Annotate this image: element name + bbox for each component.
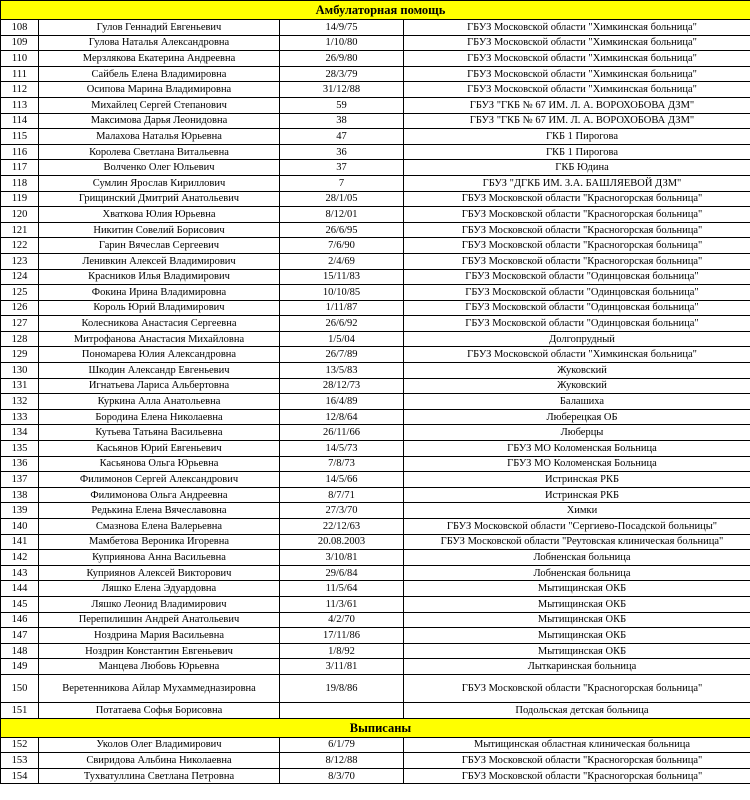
- birth-date-cell[interactable]: 14/5/73: [280, 441, 404, 457]
- table-row[interactable]: [1, 331, 750, 347]
- section-header-row: [1, 718, 750, 737]
- birth-date-cell[interactable]: 8/12/88: [280, 753, 404, 769]
- birth-date-cell[interactable]: 26/7/89: [280, 347, 404, 363]
- table-row[interactable]: [1, 472, 750, 488]
- birth-date-cell[interactable]: 11/5/64: [280, 581, 404, 597]
- organization-cell[interactable]: ГБУЗ Московской области "Красногорская больница": [404, 191, 750, 207]
- patient-name-cell[interactable]: Гулов Геннадий Евгеньевич: [39, 20, 280, 36]
- table-row[interactable]: [1, 702, 750, 718]
- patient-table-body: [1, 1, 750, 784]
- row-number-cell[interactable]: 124: [1, 269, 39, 285]
- table-row[interactable]: [1, 768, 750, 784]
- patient-name-cell[interactable]: Ляшко Елена Эдуардовна: [39, 581, 280, 597]
- birth-date-cell[interactable]: 36: [280, 144, 404, 160]
- table-row[interactable]: [1, 659, 750, 675]
- birth-date-cell[interactable]: 7/6/90: [280, 238, 404, 254]
- patient-name-cell[interactable]: Гарин Вячеслав Сергеевич: [39, 238, 280, 254]
- row-number-cell[interactable]: 109: [1, 35, 39, 51]
- row-number-cell[interactable]: 116: [1, 144, 39, 160]
- row-number-cell[interactable]: 117: [1, 160, 39, 176]
- birth-date-cell[interactable]: 38: [280, 113, 404, 129]
- patient-name-cell[interactable]: Михайлец Сергей Степанович: [39, 97, 280, 113]
- organization-cell[interactable]: ГБУЗ "ДГКБ ИМ. З.А. БАШЛЯЕВОЙ ДЗМ": [404, 175, 750, 191]
- patient-name-cell[interactable]: Хваткова Юлия Юрьевна: [39, 207, 280, 223]
- row-number-cell[interactable]: 154: [1, 768, 39, 784]
- organization-cell[interactable]: Лобненская больница: [404, 565, 750, 581]
- table-row[interactable]: [1, 737, 750, 753]
- row-number-cell[interactable]: 129: [1, 347, 39, 363]
- patient-name-cell[interactable]: Пономарева Юлия Александровна: [39, 347, 280, 363]
- birth-date-cell[interactable]: 7: [280, 175, 404, 191]
- row-number-cell[interactable]: 115: [1, 129, 39, 145]
- table-row[interactable]: [1, 487, 750, 503]
- table-row[interactable]: [1, 285, 750, 301]
- row-number-cell[interactable]: 122: [1, 238, 39, 254]
- table-row[interactable]: [1, 269, 750, 285]
- row-number-cell[interactable]: 138: [1, 487, 39, 503]
- row-number-cell[interactable]: 145: [1, 596, 39, 612]
- patient-name-cell[interactable]: Касьянов Юрий Евгеньевич: [39, 441, 280, 457]
- table-row[interactable]: [1, 222, 750, 238]
- patient-name-cell[interactable]: Редькина Елена Вячеславовна: [39, 503, 280, 519]
- organization-cell[interactable]: Балашиха: [404, 394, 750, 410]
- table-row[interactable]: [1, 674, 750, 702]
- organization-cell[interactable]: ГБУЗ Московской области "Химкинская больница": [404, 35, 750, 51]
- patient-name-cell[interactable]: Королева Светлана Витальевна: [39, 144, 280, 160]
- row-number-cell[interactable]: 108: [1, 20, 39, 36]
- birth-date-cell[interactable]: 27/3/70: [280, 503, 404, 519]
- birth-date-cell[interactable]: 19/8/86: [280, 674, 404, 702]
- organization-cell[interactable]: ГБУЗ Московской области "Красногорская больница": [404, 768, 750, 784]
- patient-name-cell[interactable]: Ленивкин Алексей Владимирович: [39, 253, 280, 269]
- row-number-cell[interactable]: 119: [1, 191, 39, 207]
- table-row[interactable]: [1, 207, 750, 223]
- organization-cell[interactable]: Долгопрудный: [404, 331, 750, 347]
- organization-cell[interactable]: ГБУЗ Московской области "Красногорская больница": [404, 753, 750, 769]
- table-row[interactable]: [1, 612, 750, 628]
- table-row[interactable]: [1, 581, 750, 597]
- organization-cell[interactable]: Мытищинская ОКБ: [404, 581, 750, 597]
- organization-cell[interactable]: ГБУЗ Московской области "Химкинская больница": [404, 347, 750, 363]
- birth-date-cell[interactable]: 1/10/80: [280, 35, 404, 51]
- birth-date-cell[interactable]: 37: [280, 160, 404, 176]
- birth-date-cell[interactable]: 10/10/85: [280, 285, 404, 301]
- birth-date-cell[interactable]: 6/1/79: [280, 737, 404, 753]
- birth-date-cell[interactable]: 3/10/81: [280, 550, 404, 566]
- organization-cell[interactable]: ГБУЗ Московской области "Красногорская больница": [404, 207, 750, 223]
- birth-date-cell[interactable]: 22/12/63: [280, 519, 404, 535]
- table-row[interactable]: [1, 519, 750, 535]
- birth-date-cell[interactable]: 28/12/73: [280, 378, 404, 394]
- organization-cell[interactable]: Химки: [404, 503, 750, 519]
- table-row[interactable]: [1, 238, 750, 254]
- table-row[interactable]: [1, 753, 750, 769]
- birth-date-cell[interactable]: 47: [280, 129, 404, 145]
- birth-date-cell[interactable]: 7/8/73: [280, 456, 404, 472]
- patient-name-cell[interactable]: Тухватуллина Светлана Петровна: [39, 768, 280, 784]
- patient-name-cell[interactable]: Куркина Алла Анатольевна: [39, 394, 280, 410]
- organization-cell[interactable]: Жуковский: [404, 378, 750, 394]
- organization-cell[interactable]: ГБУЗ Московской области "Красногорская больница": [404, 238, 750, 254]
- organization-cell[interactable]: ГБУЗ "ГКБ № 67 ИМ. Л. А. ВОРОХОБОВА ДЗМ": [404, 97, 750, 113]
- table-row[interactable]: [1, 144, 750, 160]
- birth-date-cell[interactable]: 2/4/69: [280, 253, 404, 269]
- row-number-cell[interactable]: 139: [1, 503, 39, 519]
- organization-cell[interactable]: Мытищинская ОКБ: [404, 628, 750, 644]
- patient-name-cell[interactable]: Мамбетова Вероника Игоревна: [39, 534, 280, 550]
- row-number-cell[interactable]: 148: [1, 643, 39, 659]
- table-row[interactable]: [1, 253, 750, 269]
- patient-name-cell[interactable]: Веретенникова Айлар Мухаммедназировна: [39, 674, 280, 702]
- row-number-cell[interactable]: 150: [1, 674, 39, 702]
- organization-cell[interactable]: ГБУЗ Московской области "Химкинская больница": [404, 82, 750, 98]
- row-number-cell[interactable]: 123: [1, 253, 39, 269]
- birth-date-cell[interactable]: 1/8/92: [280, 643, 404, 659]
- table-row[interactable]: [1, 113, 750, 129]
- organization-cell[interactable]: ГБУЗ МО Коломенская Больница: [404, 456, 750, 472]
- section-title: Выписаны: [1, 718, 750, 737]
- organization-cell[interactable]: ГБУЗ Московской области "Химкинская больница": [404, 66, 750, 82]
- row-number-cell[interactable]: 152: [1, 737, 39, 753]
- patient-name-cell[interactable]: Филимонова Ольга Андреевна: [39, 487, 280, 503]
- patient-name-cell[interactable]: Бородина Елена Николаевна: [39, 409, 280, 425]
- row-number-cell[interactable]: 112: [1, 82, 39, 98]
- birth-date-cell[interactable]: 1/5/04: [280, 331, 404, 347]
- table-row[interactable]: [1, 175, 750, 191]
- organization-cell[interactable]: ГБУЗ Московской области "Красногорская больница": [404, 253, 750, 269]
- row-number-cell[interactable]: 128: [1, 331, 39, 347]
- patient-name-cell[interactable]: Перепилишин Андрей Анатольевич: [39, 612, 280, 628]
- row-number-cell[interactable]: 146: [1, 612, 39, 628]
- birth-date-cell[interactable]: 31/12/88: [280, 82, 404, 98]
- table-row[interactable]: [1, 363, 750, 379]
- organization-cell[interactable]: Лыткаринская больница: [404, 659, 750, 675]
- birth-date-cell[interactable]: [280, 702, 404, 718]
- organization-cell[interactable]: Лобненская больница: [404, 550, 750, 566]
- table-row[interactable]: [1, 534, 750, 550]
- row-number-cell[interactable]: 136: [1, 456, 39, 472]
- table-row[interactable]: [1, 129, 750, 145]
- row-number-cell[interactable]: 118: [1, 175, 39, 191]
- patient-name-cell[interactable]: Кутьева Татьяна Васильевна: [39, 425, 280, 441]
- patient-name-cell[interactable]: Манцева Любовь Юрьевна: [39, 659, 280, 675]
- birth-date-cell[interactable]: 28/3/79: [280, 66, 404, 82]
- birth-date-cell[interactable]: 11/3/61: [280, 596, 404, 612]
- table-row[interactable]: [1, 565, 750, 581]
- birth-date-cell[interactable]: 16/4/89: [280, 394, 404, 410]
- row-number-cell[interactable]: 149: [1, 659, 39, 675]
- organization-cell[interactable]: Мытищинская ОКБ: [404, 643, 750, 659]
- patient-name-cell[interactable]: Фокина Ирина Владимировна: [39, 285, 280, 301]
- organization-cell[interactable]: ГБУЗ Московской области "Одинцовская больница": [404, 316, 750, 332]
- table-row[interactable]: [1, 425, 750, 441]
- birth-date-cell[interactable]: 8/7/71: [280, 487, 404, 503]
- row-number-cell[interactable]: 114: [1, 113, 39, 129]
- patient-name-cell[interactable]: Красников Илья Владимирович: [39, 269, 280, 285]
- patient-name-cell[interactable]: Филимонов Сергей Александрович: [39, 472, 280, 488]
- organization-cell[interactable]: ГКБ 1 Пирогова: [404, 129, 750, 145]
- organization-cell[interactable]: ГБУЗ МО Коломенская Больница: [404, 441, 750, 457]
- birth-date-cell[interactable]: 12/8/64: [280, 409, 404, 425]
- table-row[interactable]: [1, 596, 750, 612]
- row-number-cell[interactable]: 144: [1, 581, 39, 597]
- organization-cell[interactable]: ГКБ 1 Пирогова: [404, 144, 750, 160]
- table-row[interactable]: [1, 160, 750, 176]
- birth-date-cell[interactable]: 8/12/01: [280, 207, 404, 223]
- table-row[interactable]: [1, 35, 750, 51]
- patient-name-cell[interactable]: Шкодин Александр Евгеньевич: [39, 363, 280, 379]
- table-row[interactable]: [1, 441, 750, 457]
- organization-cell[interactable]: ГБУЗ Московской области "Сергиево-Посадской больницы": [404, 519, 750, 535]
- row-number-cell[interactable]: 137: [1, 472, 39, 488]
- row-number-cell[interactable]: 131: [1, 378, 39, 394]
- birth-date-cell[interactable]: 20.08.2003: [280, 534, 404, 550]
- row-number-cell[interactable]: 142: [1, 550, 39, 566]
- patient-name-cell[interactable]: Сайбель Елена Владимировна: [39, 66, 280, 82]
- organization-cell[interactable]: ГБУЗ "ГКБ № 67 ИМ. Л. А. ВОРОХОБОВА ДЗМ": [404, 113, 750, 129]
- row-number-cell[interactable]: 133: [1, 409, 39, 425]
- table-row[interactable]: [1, 51, 750, 67]
- row-number-cell[interactable]: 143: [1, 565, 39, 581]
- row-number-cell[interactable]: 121: [1, 222, 39, 238]
- patient-name-cell[interactable]: Осипова Марина Владимировна: [39, 82, 280, 98]
- row-number-cell[interactable]: 141: [1, 534, 39, 550]
- patient-name-cell[interactable]: Волченко Олег Юльевич: [39, 160, 280, 176]
- patient-name-cell[interactable]: Максимова Дарья Леонидовна: [39, 113, 280, 129]
- organization-cell[interactable]: Жуковский: [404, 363, 750, 379]
- organization-cell[interactable]: Истринская РКБ: [404, 472, 750, 488]
- table-row[interactable]: [1, 316, 750, 332]
- organization-cell[interactable]: ГБУЗ Московской области "Одинцовская больница": [404, 269, 750, 285]
- birth-date-cell[interactable]: 15/11/83: [280, 269, 404, 285]
- table-row[interactable]: [1, 409, 750, 425]
- row-number-cell[interactable]: 125: [1, 285, 39, 301]
- organization-cell[interactable]: Мытищинская ОКБ: [404, 612, 750, 628]
- birth-date-cell[interactable]: 26/6/92: [280, 316, 404, 332]
- organization-cell[interactable]: Истринская РКБ: [404, 487, 750, 503]
- patient-name-cell[interactable]: Король Юрий Владимирович: [39, 300, 280, 316]
- row-number-cell[interactable]: 127: [1, 316, 39, 332]
- patient-name-cell[interactable]: Малахова Наталья Юрьевна: [39, 129, 280, 145]
- birth-date-cell[interactable]: 1/11/87: [280, 300, 404, 316]
- patient-name-cell[interactable]: Мерзлякова Екатерина Андреевна: [39, 51, 280, 67]
- table-row[interactable]: [1, 394, 750, 410]
- row-number-cell[interactable]: 135: [1, 441, 39, 457]
- organization-cell[interactable]: ГБУЗ Московской области "Одинцовская больница": [404, 300, 750, 316]
- table-row[interactable]: [1, 550, 750, 566]
- birth-date-cell[interactable]: 17/11/86: [280, 628, 404, 644]
- birth-date-cell[interactable]: 4/2/70: [280, 612, 404, 628]
- patient-name-cell[interactable]: Смазнова Елена Валерьевна: [39, 519, 280, 535]
- patient-name-cell[interactable]: Митрофанова Анастасия Михайловна: [39, 331, 280, 347]
- patient-name-cell[interactable]: Свиридова Альбина Николаевна: [39, 753, 280, 769]
- table-row[interactable]: [1, 82, 750, 98]
- birth-date-cell[interactable]: 28/1/05: [280, 191, 404, 207]
- section-header-row: [1, 1, 750, 20]
- table-row[interactable]: [1, 66, 750, 82]
- birth-date-cell[interactable]: 29/6/84: [280, 565, 404, 581]
- patient-name-cell[interactable]: Никитин Совелий Борисович: [39, 222, 280, 238]
- table-row[interactable]: [1, 300, 750, 316]
- patient-name-cell[interactable]: Касьянова Ольга Юрьевна: [39, 456, 280, 472]
- table-row[interactable]: [1, 503, 750, 519]
- row-number-cell[interactable]: 111: [1, 66, 39, 82]
- organization-cell[interactable]: Мытищинская ОКБ: [404, 596, 750, 612]
- patient-name-cell[interactable]: Ноздрина Мария Васильевна: [39, 628, 280, 644]
- table-row[interactable]: [1, 378, 750, 394]
- table-row[interactable]: [1, 628, 750, 644]
- row-number-cell[interactable]: 120: [1, 207, 39, 223]
- patient-name-cell[interactable]: Сумлин Ярослав Кириллович: [39, 175, 280, 191]
- birth-date-cell[interactable]: 59: [280, 97, 404, 113]
- row-number-cell[interactable]: 130: [1, 363, 39, 379]
- table-row[interactable]: [1, 97, 750, 113]
- patient-name-cell[interactable]: Гулова Наталья Александровна: [39, 35, 280, 51]
- row-number-cell[interactable]: 134: [1, 425, 39, 441]
- patient-name-cell[interactable]: Куприянов Алексей Викторович: [39, 565, 280, 581]
- organization-cell[interactable]: ГБУЗ Московской области "Красногорская больница": [404, 674, 750, 702]
- organization-cell[interactable]: ГБУЗ Московской области "Одинцовская больница": [404, 285, 750, 301]
- table-row[interactable]: [1, 347, 750, 363]
- row-number-cell[interactable]: 132: [1, 394, 39, 410]
- table-row[interactable]: [1, 20, 750, 36]
- organization-cell[interactable]: ГБУЗ Московской области "Химкинская больница": [404, 20, 750, 36]
- organization-cell[interactable]: Подольская детская больница: [404, 702, 750, 718]
- organization-cell[interactable]: Люберцы: [404, 425, 750, 441]
- birth-date-cell[interactable]: 3/11/81: [280, 659, 404, 675]
- row-number-cell[interactable]: 126: [1, 300, 39, 316]
- patient-name-cell[interactable]: Грищинский Дмитрий Анатольевич: [39, 191, 280, 207]
- birth-date-cell[interactable]: 26/6/95: [280, 222, 404, 238]
- row-number-cell[interactable]: 147: [1, 628, 39, 644]
- patient-name-cell[interactable]: Уколов Олег Владимирович: [39, 737, 280, 753]
- birth-date-cell[interactable]: 26/11/66: [280, 425, 404, 441]
- patient-name-cell[interactable]: Куприянова Анна Васильевна: [39, 550, 280, 566]
- organization-cell[interactable]: ГКБ Юдина: [404, 160, 750, 176]
- patient-name-cell[interactable]: Игнатьева Лариса Альбертовна: [39, 378, 280, 394]
- birth-date-cell[interactable]: 14/9/75: [280, 20, 404, 36]
- patient-name-cell[interactable]: Потатаева Софья Борисовна: [39, 702, 280, 718]
- patient-name-cell[interactable]: Ноздрин Константин Евгеньевич: [39, 643, 280, 659]
- organization-cell[interactable]: ГБУЗ Московской области "Реутовская клиническая больница": [404, 534, 750, 550]
- section-title: Амбулаторная помощь: [1, 1, 750, 20]
- row-number-cell[interactable]: 153: [1, 753, 39, 769]
- row-number-cell[interactable]: 151: [1, 702, 39, 718]
- patient-name-cell[interactable]: Колесникова Анастасия Сергеевна: [39, 316, 280, 332]
- organization-cell[interactable]: ГБУЗ Московской области "Химкинская больница": [404, 51, 750, 67]
- table-row[interactable]: [1, 191, 750, 207]
- birth-date-cell[interactable]: 13/5/83: [280, 363, 404, 379]
- organization-cell[interactable]: ГБУЗ Московской области "Красногорская больница": [404, 222, 750, 238]
- table-row[interactable]: [1, 456, 750, 472]
- birth-date-cell[interactable]: 26/9/80: [280, 51, 404, 67]
- table-row[interactable]: [1, 643, 750, 659]
- birth-date-cell[interactable]: 8/3/70: [280, 768, 404, 784]
- row-number-cell[interactable]: 110: [1, 51, 39, 67]
- patient-name-cell[interactable]: Ляшко Леонид Владимирович: [39, 596, 280, 612]
- organization-cell[interactable]: Люберецкая ОБ: [404, 409, 750, 425]
- birth-date-cell[interactable]: 14/5/66: [280, 472, 404, 488]
- row-number-cell[interactable]: 113: [1, 97, 39, 113]
- organization-cell[interactable]: Мытищинская областная клиническая больница: [404, 737, 750, 753]
- row-number-cell[interactable]: 140: [1, 519, 39, 535]
